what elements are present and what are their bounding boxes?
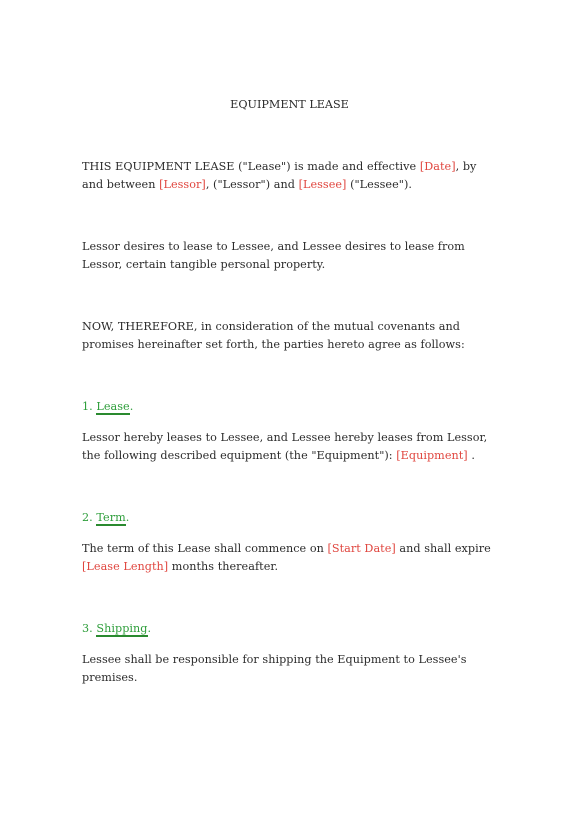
shipping-paragraph <box>82 651 502 687</box>
term-line-1a: The term of this Lease shall commence on <box>82 542 328 555</box>
document-title: EQUIPMENT LEASE <box>230 98 349 111</box>
lease-line-1: Lessor hereby leases to Lessee, and Lessee hereby leases from Lessor, <box>82 431 488 444</box>
intro-text-5: ("Lessee"). <box>346 178 412 191</box>
section-number: 2. <box>82 511 97 524</box>
section-title: Lease <box>96 400 130 413</box>
therefore-line-2: promises hereinafter set forth, the parties hereto agree as follows: <box>82 338 465 351</box>
intro-text-2: , by <box>455 160 477 173</box>
shipping-line-1: Lessee shall be responsible for shipping the Equipment to Lessee's <box>82 653 467 666</box>
placeholder-lessor: [Lessor] <box>159 178 206 191</box>
placeholder-lessee: [Lessee] <box>298 178 347 191</box>
lease-line-2a: the following described equipment (the "Equipment"): <box>82 449 397 462</box>
placeholder-lease-length: [Lease Length] <box>82 560 169 573</box>
intro-text-4: , ("Lessor") and <box>205 178 299 191</box>
shipping-line-2: premises. <box>82 671 138 684</box>
placeholder-date: [Date] <box>419 160 456 173</box>
recital-line-2: Lessor, certain tangible personal property. <box>82 258 326 271</box>
lease-paragraph <box>82 429 502 465</box>
intro-text-1: THIS EQUIPMENT LEASE ("Lease") is made and effective <box>82 160 420 173</box>
recital-line-1: Lessor desires to lease to Lessee, and Lessee desires to lease from <box>82 240 465 253</box>
intro-paragraph <box>82 158 502 194</box>
therefore-line-1: NOW, THEREFORE, in consideration of the mutual covenants and <box>82 320 460 333</box>
section-number: 1. <box>82 400 97 413</box>
intro-text-3: and between <box>82 178 160 191</box>
therefore-paragraph <box>82 318 502 354</box>
term-line-2b: months thereafter. <box>168 560 279 573</box>
placeholder-equipment: [Equipment] <box>396 449 468 462</box>
term-paragraph <box>82 540 502 576</box>
section-heading-shipping: 3. Shipping. <box>82 622 152 635</box>
placeholder-start-date: [Start Date] <box>327 542 396 555</box>
section-title: Shipping <box>96 622 148 635</box>
section-number: 3. <box>82 622 97 635</box>
lease-line-2b: . <box>467 449 475 462</box>
section-heading-lease: 1. Lease. <box>82 400 134 413</box>
term-line-1b: and shall expire <box>395 542 491 555</box>
section-title: Term <box>96 511 126 524</box>
recital-paragraph <box>82 238 502 274</box>
section-heading-term: 2. Term. <box>82 511 130 524</box>
